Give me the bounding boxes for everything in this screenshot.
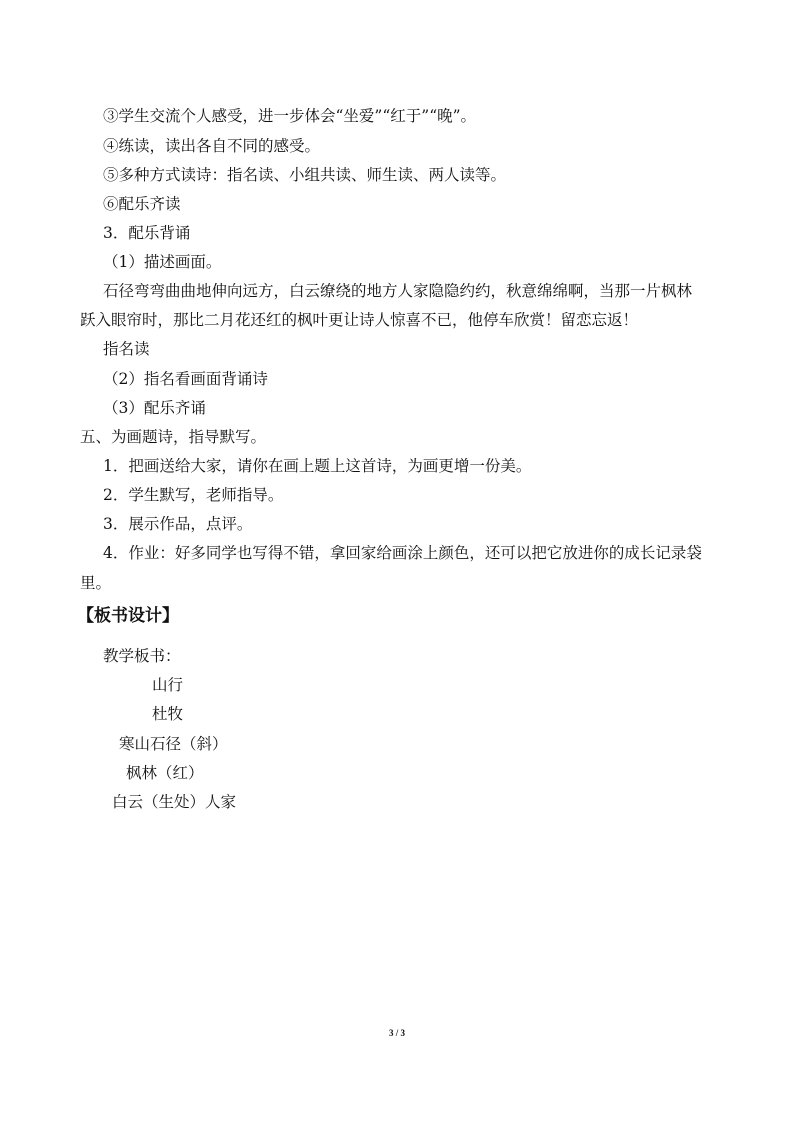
text-line: ⑤多种方式读诗：指名读、小组共读、师生读、两人读等。 [103,166,507,184]
poem-author: 杜牧 [152,705,184,723]
text-line: （3）配乐齐诵 [103,399,206,417]
text-line: ③学生交流个人感受，进一步体会“坐爱”“红于”“晚”。 [103,107,477,125]
text-line: 里。 [80,574,112,592]
section-title: 五、为画题诗，指导默写。 [80,428,267,446]
text-line: ④练读，读出各自不同的感受。 [103,137,321,155]
text-line: 指名读 [103,340,150,358]
text-line: （2）指名看画面背诵诗 [103,370,268,388]
board-design-heading: 【板书设计】 [77,606,179,626]
text-line: 跃入眼帘时，那比二月花还红的枫叶更让诗人惊喜不已，他停车欣赏！留恋忘返！ [80,311,639,329]
text-line: （1）描述画面。 [103,253,222,271]
page-number: 3 / 3 [388,1028,405,1038]
text-line: 石径弯弯曲曲地伸向远方，白云缭绕的地方人家隐隐约约，秋意绵绵啊，当那一片枫林 [103,282,693,300]
board-row: 白云（生处）人家 [112,793,237,811]
text-line: 3．展示作品，点评。 [103,515,253,533]
poem-title: 山行 [152,676,184,694]
board-label: 教学板书： [103,647,181,665]
text-line: 2．学生默写，老师指导。 [103,486,284,504]
board-row: 寒山石径（斜） [119,735,228,753]
text-line: 3．配乐背诵 [103,224,191,242]
board-row: 枫林（红） [126,764,204,782]
text-line: 4．作业：好多同学也写得不错，拿回家给画涂上颜色，还可以把它放进你的成长记录袋 [103,544,702,562]
text-line: 1．把画送给大家，请你在画上题上这首诗，为画更增一份美。 [103,457,532,475]
text-line: ⑥配乐齐读 [103,195,181,213]
